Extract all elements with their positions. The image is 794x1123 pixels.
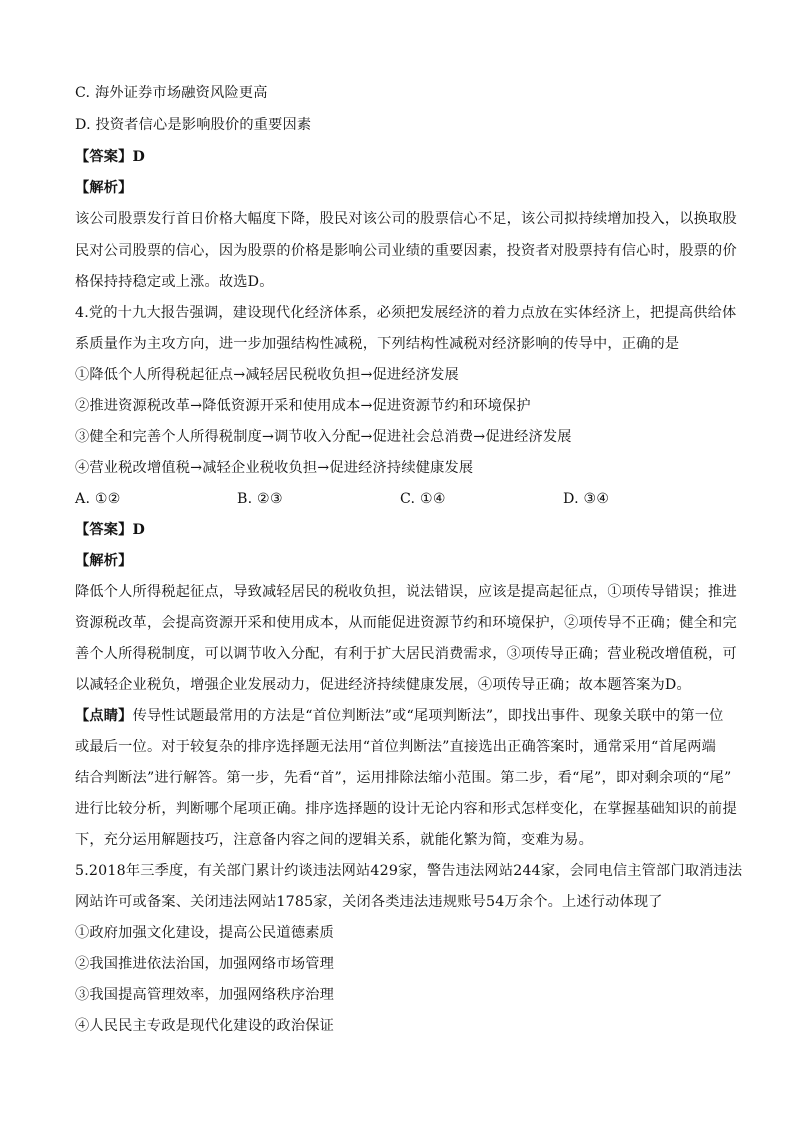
q3-answer: 【答案】D: [75, 149, 146, 165]
q3-analysis-line: 民对公司股票的信心，因为股票的价格是影响公司业绩的重要因素，投资者对股票持有信心时，股票的价: [75, 243, 737, 259]
q3-analysis-heading: 【解析】: [75, 180, 133, 196]
q4-statement-2: ②推进资源税改革→降低资源开采和使用成本→促进资源节约和环境保护: [75, 398, 531, 414]
q4-statement-1: ①降低个人所得税起征点→减轻居民税收负担→促进经济发展: [75, 367, 459, 383]
q3-analysis-line: 该公司股票发行首日价格大幅度下降，股民对该公司的股票信心不足，该公司拟持续增加投入，以换取股: [75, 211, 737, 227]
q4-dianjing-line: 结合判断法”进行解答。第一步，先看“首”，运用排除法缩小范围。第二步，看“尾”，即对剩余项的“尾”: [75, 770, 732, 786]
q4-dianjing-line: [75, 706, 735, 726]
q5-stem-line: 5.2018年三季度，有关部门累计约谈违法网站429家，警告违法网站244家，会同电信主管部门取消违法: [75, 863, 743, 879]
q5-statement-2: ②我国推进依法治国，加强网络市场管理: [75, 956, 334, 972]
q4-analysis-line: 以减轻企业税负，增强企业发展动力，促进经济持续健康发展，④项传导正确；故本题答案为D。: [75, 677, 691, 693]
q4-dianjing-line: 进行比较分析，判断哪个尾项正确。排序选择题的设计无论内容和形式怎样变化，在掌握基础知识的前提: [75, 801, 737, 817]
q4-analysis-line: 资源税改革，会提高资源开采和使用成本，从而能促进资源节约和环境保护，②项传导不正确；健全和完: [75, 615, 737, 631]
q4-analysis-line: 降低个人所得税起征点，导致减轻居民的税收负担，说法错误，应该是提高起征点，①项传导错误；推进: [75, 584, 737, 600]
q4-option-b: B. ②③: [237, 491, 283, 507]
q5-statement-1: ①政府加强文化建设，提高公民道德素质: [75, 925, 334, 941]
q5-statement-3: ③我国提高管理效率，加强网络秩序治理: [75, 987, 334, 1003]
q4-dianjing-line: 下，充分运用解题技巧，注意备内容之间的逻辑关系，就能化繁为简，变难为易。: [75, 832, 593, 848]
q3-option-c: C. 海外证券市场融资风险更高: [75, 85, 268, 101]
q4-option-c: C. ①④: [400, 491, 446, 507]
q3-analysis-line: 格保持持稳定或上涨。故选D。: [75, 274, 274, 290]
q4-statement-4: ④营业税改增值税→减轻企业税收负担→促进经济持续健康发展: [75, 460, 474, 476]
q4-option-d: D. ③④: [563, 491, 610, 507]
q4-option-a: A. ①②: [75, 491, 121, 507]
dianjing-label: 【点睛】: [75, 708, 133, 724]
q4-analysis-heading: 【解析】: [75, 553, 133, 569]
q4-dianjing-line: 或最后一位。对于较复杂的排序选择题无法用“首位判断法”直接选出正确答案时，通常采用“首尾两端: [75, 739, 717, 755]
q4-answer: 【答案】D: [75, 522, 146, 538]
dianjing-text: 传导性试题最常用的方法是“首位判断法”或“尾项判断法”，即找出事件、现象关联中的第一位: [132, 708, 724, 724]
q4-statement-3: ③健全和完善个人所得税制度→调节收入分配→促进社会总消费→促进经济发展: [75, 429, 572, 445]
q4-stem-line: 系质量作为主攻方向，进一步加强结构性减税，下列结构性减税对经济影响的传导中，正确的是: [75, 336, 680, 352]
q5-statement-4: ④人民民主专政是现代化建设的政治保证: [75, 1018, 334, 1034]
q5-stem-line: 网站许可或备案、关闭违法网站1785家，关闭各类违法违规账号54万余个。上述行动体现了: [75, 894, 663, 910]
q3-option-d: D. 投资者信心是影响股价的重要因素: [75, 117, 312, 133]
q4-stem-line: 4.党的十九大报告强调，建设现代化经济体系，必须把发展经济的着力点放在实体经济上，把提高供给体: [75, 305, 737, 321]
q4-analysis-line: 善个人所得税制度，可以调节收入分配，有利于扩大居民消费需求，③项传导正确；营业税改增值税，可: [75, 646, 737, 662]
